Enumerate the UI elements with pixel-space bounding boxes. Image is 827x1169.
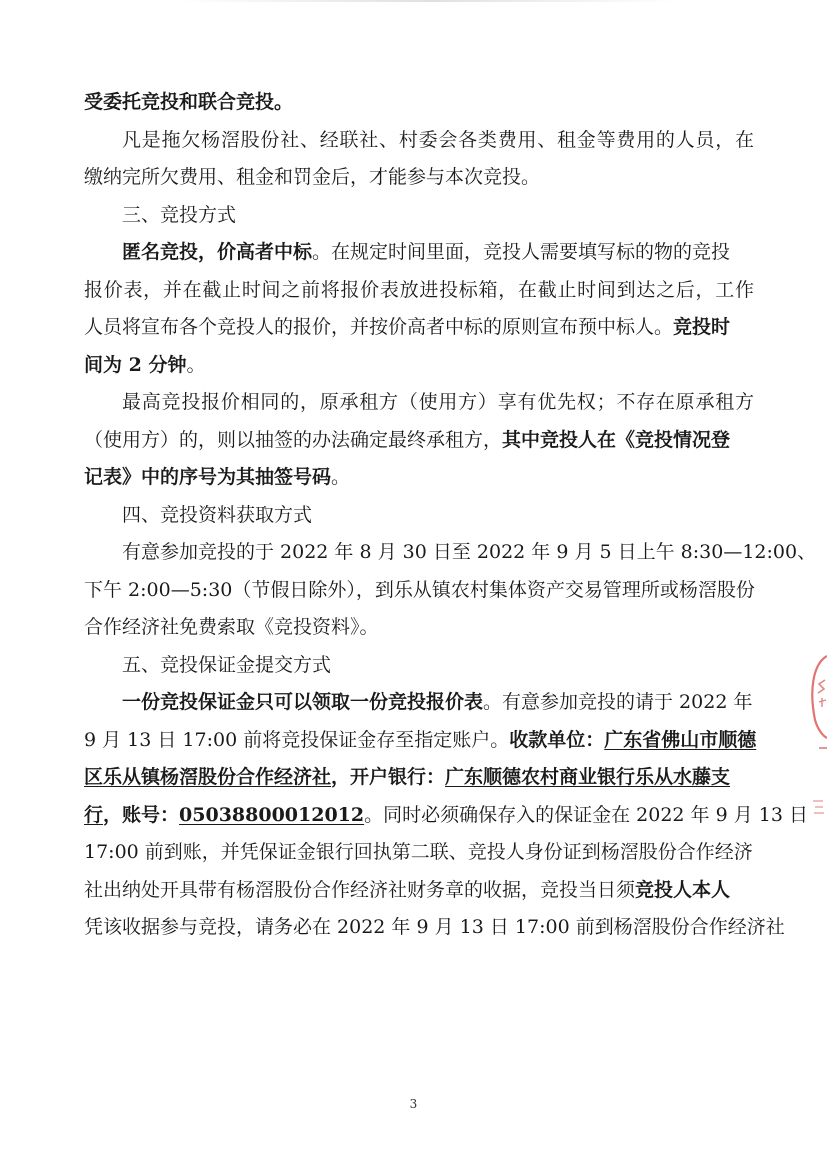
paragraph-5-line: 合作经济社免费索取《竞投资料》。 bbox=[84, 616, 379, 638]
paragraph-6-line: 17:00 前到账，并凭保证金银行回执第二联、竞投人身份证到杨滘股份合作经济 bbox=[84, 841, 753, 863]
edge-mark-icon bbox=[805, 742, 827, 754]
paragraph-3-line: 报价表，并在截止时间之前将报价表放进投标箱，在截止时间到达之后，工作 bbox=[84, 278, 754, 301]
paragraph-3-line: 间为 2 分钟。 bbox=[84, 353, 206, 376]
paragraph-6-line: 行，账号：05038800012012。同时必须确保存入的保证金在 2022 年 9 月 13 日 bbox=[84, 803, 808, 826]
paragraph-5-line: 有意参加竞投的于 2022 年 8 月 30 日至 2022 年 9 月 5 日上午 8:30—12:00、 bbox=[122, 541, 817, 563]
paragraph-4-line: 最高竞投报价相同的，原承租方（使用方）享有优先权；不存在原承租方 bbox=[122, 391, 754, 413]
edge-seal-fragment-icon bbox=[805, 795, 827, 819]
body-text bbox=[84, 84, 817, 947]
paragraph-3-line: 匿名竞投，价高者中标。在规定时间里面，竞投人需要填写标的物的竞投 bbox=[122, 241, 731, 263]
paragraph-1-line: 受委托竞投和联合竞投。 bbox=[84, 91, 294, 113]
paragraph-6-line: 凭该收据参与竞投，请务必在 2022 年 9 月 13 日 17:00 前到杨滘股份合作经济社 bbox=[84, 916, 785, 938]
paragraph-2-line: 缴纳完所欠费用、租金和罚金后，才能参与本次竞投。 bbox=[84, 166, 541, 188]
seal-stamp-icon bbox=[805, 650, 827, 740]
paragraph-4-line: 记表》中的序号为其抽签号码。 bbox=[84, 466, 351, 488]
paragraph-6-line: 社出纳处开具带有杨滘股份合作经济社财务章的收据，竞投当日须竞投人本人 bbox=[84, 878, 731, 901]
paragraph-4-line: （使用方）的，则以抽签的办法确定最终承租方，其中竞投人在《竞投情况登 bbox=[84, 428, 731, 451]
section-heading-5: 五、竞投保证金提交方式 bbox=[122, 653, 332, 676]
section-heading-4: 四、竞投资料获取方式 bbox=[122, 503, 313, 526]
paragraph-6-line: 区乐从镇杨滘股份合作经济社，开户银行：广东顺德农村商业银行乐从水藤支 bbox=[84, 766, 731, 788]
scan-shadow bbox=[180, 0, 680, 2]
paragraph-3-line: 人员将宣布各个竞投人的报价，并按价高者中标的原则宣布预中标人。竞投时 bbox=[84, 316, 731, 338]
paragraph-2-line: 凡是拖欠杨滘股份社、经联社、村委会各类费用、租金等费用的人员，在 bbox=[122, 128, 754, 151]
paragraph-5-line: 下午 2:00—5:30（节假日除外），到乐从镇农村集体资产交易管理所或杨滘股份 bbox=[84, 578, 755, 601]
page-number: 3 bbox=[409, 1097, 418, 1111]
paragraph-6-line: 一份竞投保证金只可以领取一份竞投报价表。有意参加竞投的请于 2022 年 bbox=[122, 691, 753, 713]
paragraph-6-line: 9 月 13 日 17:00 前将竞投保证金存至指定账户。收款单位：广东省佛山市顺德 bbox=[84, 728, 757, 751]
section-heading-3: 三、竞投方式 bbox=[122, 203, 237, 226]
